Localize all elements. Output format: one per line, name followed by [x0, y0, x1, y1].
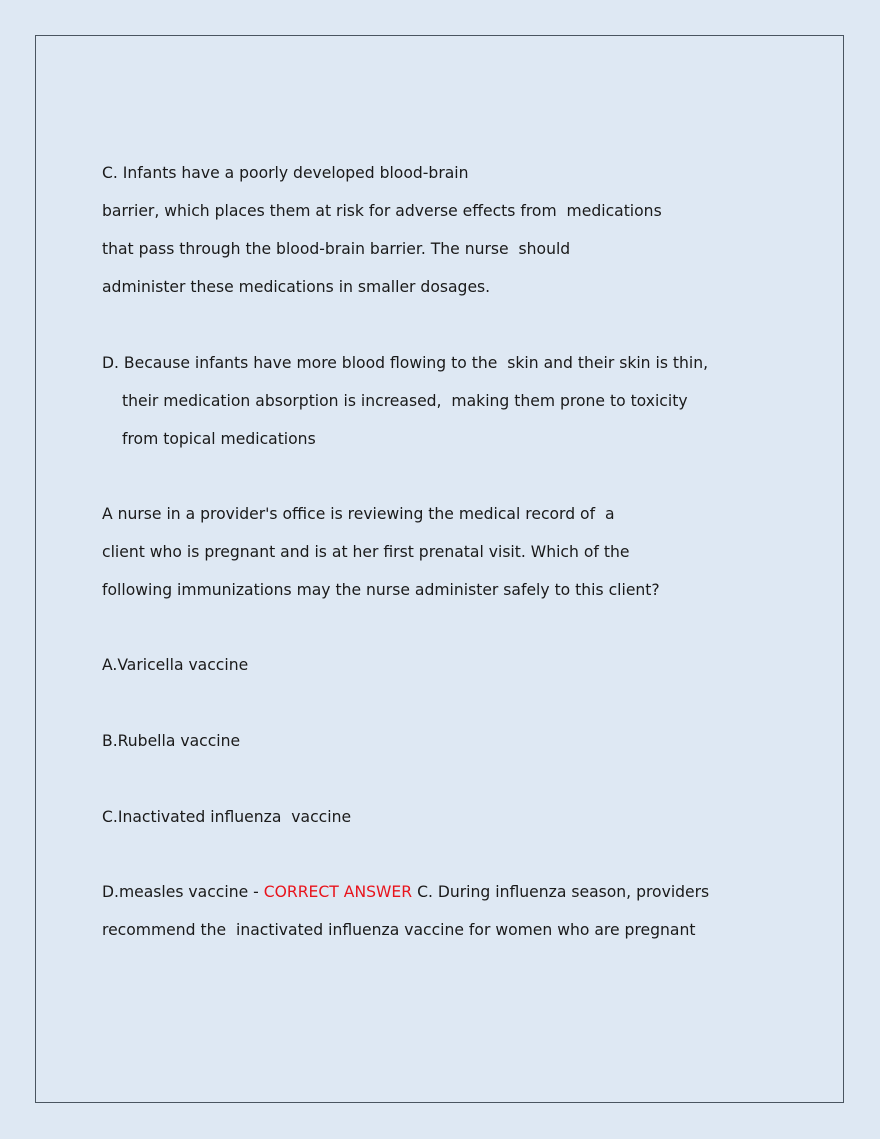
answer-rationale: C. During influenza season, providers: [412, 883, 710, 901]
option-d: D.measles vaccine -: [102, 883, 264, 901]
option-d-answer-line: [102, 873, 709, 911]
rationale-c-line: that pass through the blood-brain barrier. The nurse should: [102, 240, 571, 258]
rationale-c-line: barrier, which places them at risk for adverse effects from medications: [102, 202, 662, 220]
rationale-d-line: their medication absorption is increased, making them prone to toxicity: [122, 392, 688, 410]
correct-answer-label: CORRECT ANSWER: [263, 883, 413, 901]
question-line: client who is pregnant and is at her first prenatal visit. Which of the: [102, 543, 630, 561]
rationale-d-line: from topical medications: [122, 430, 316, 448]
question-line: following immunizations may the nurse administer safely to this client?: [102, 581, 660, 599]
answer-rationale-line: recommend the inactivated influenza vaccine for women who are pregnant: [102, 921, 696, 939]
question-line: A nurse in a provider's office is reviewing the medical record of a: [102, 505, 615, 523]
option-a: A.Varicella vaccine: [102, 656, 249, 674]
rationale-c-line: C. Infants have a poorly developed blood-brain: [102, 164, 469, 182]
rationale-d-line: D. Because infants have more blood flowing to the skin and their skin is thin,: [102, 354, 709, 372]
option-c: C.Inactivated influenza vaccine: [102, 808, 352, 826]
rationale-c-line: administer these medications in smaller dosages.: [102, 278, 491, 296]
option-b: B.Rubella vaccine: [102, 732, 241, 750]
